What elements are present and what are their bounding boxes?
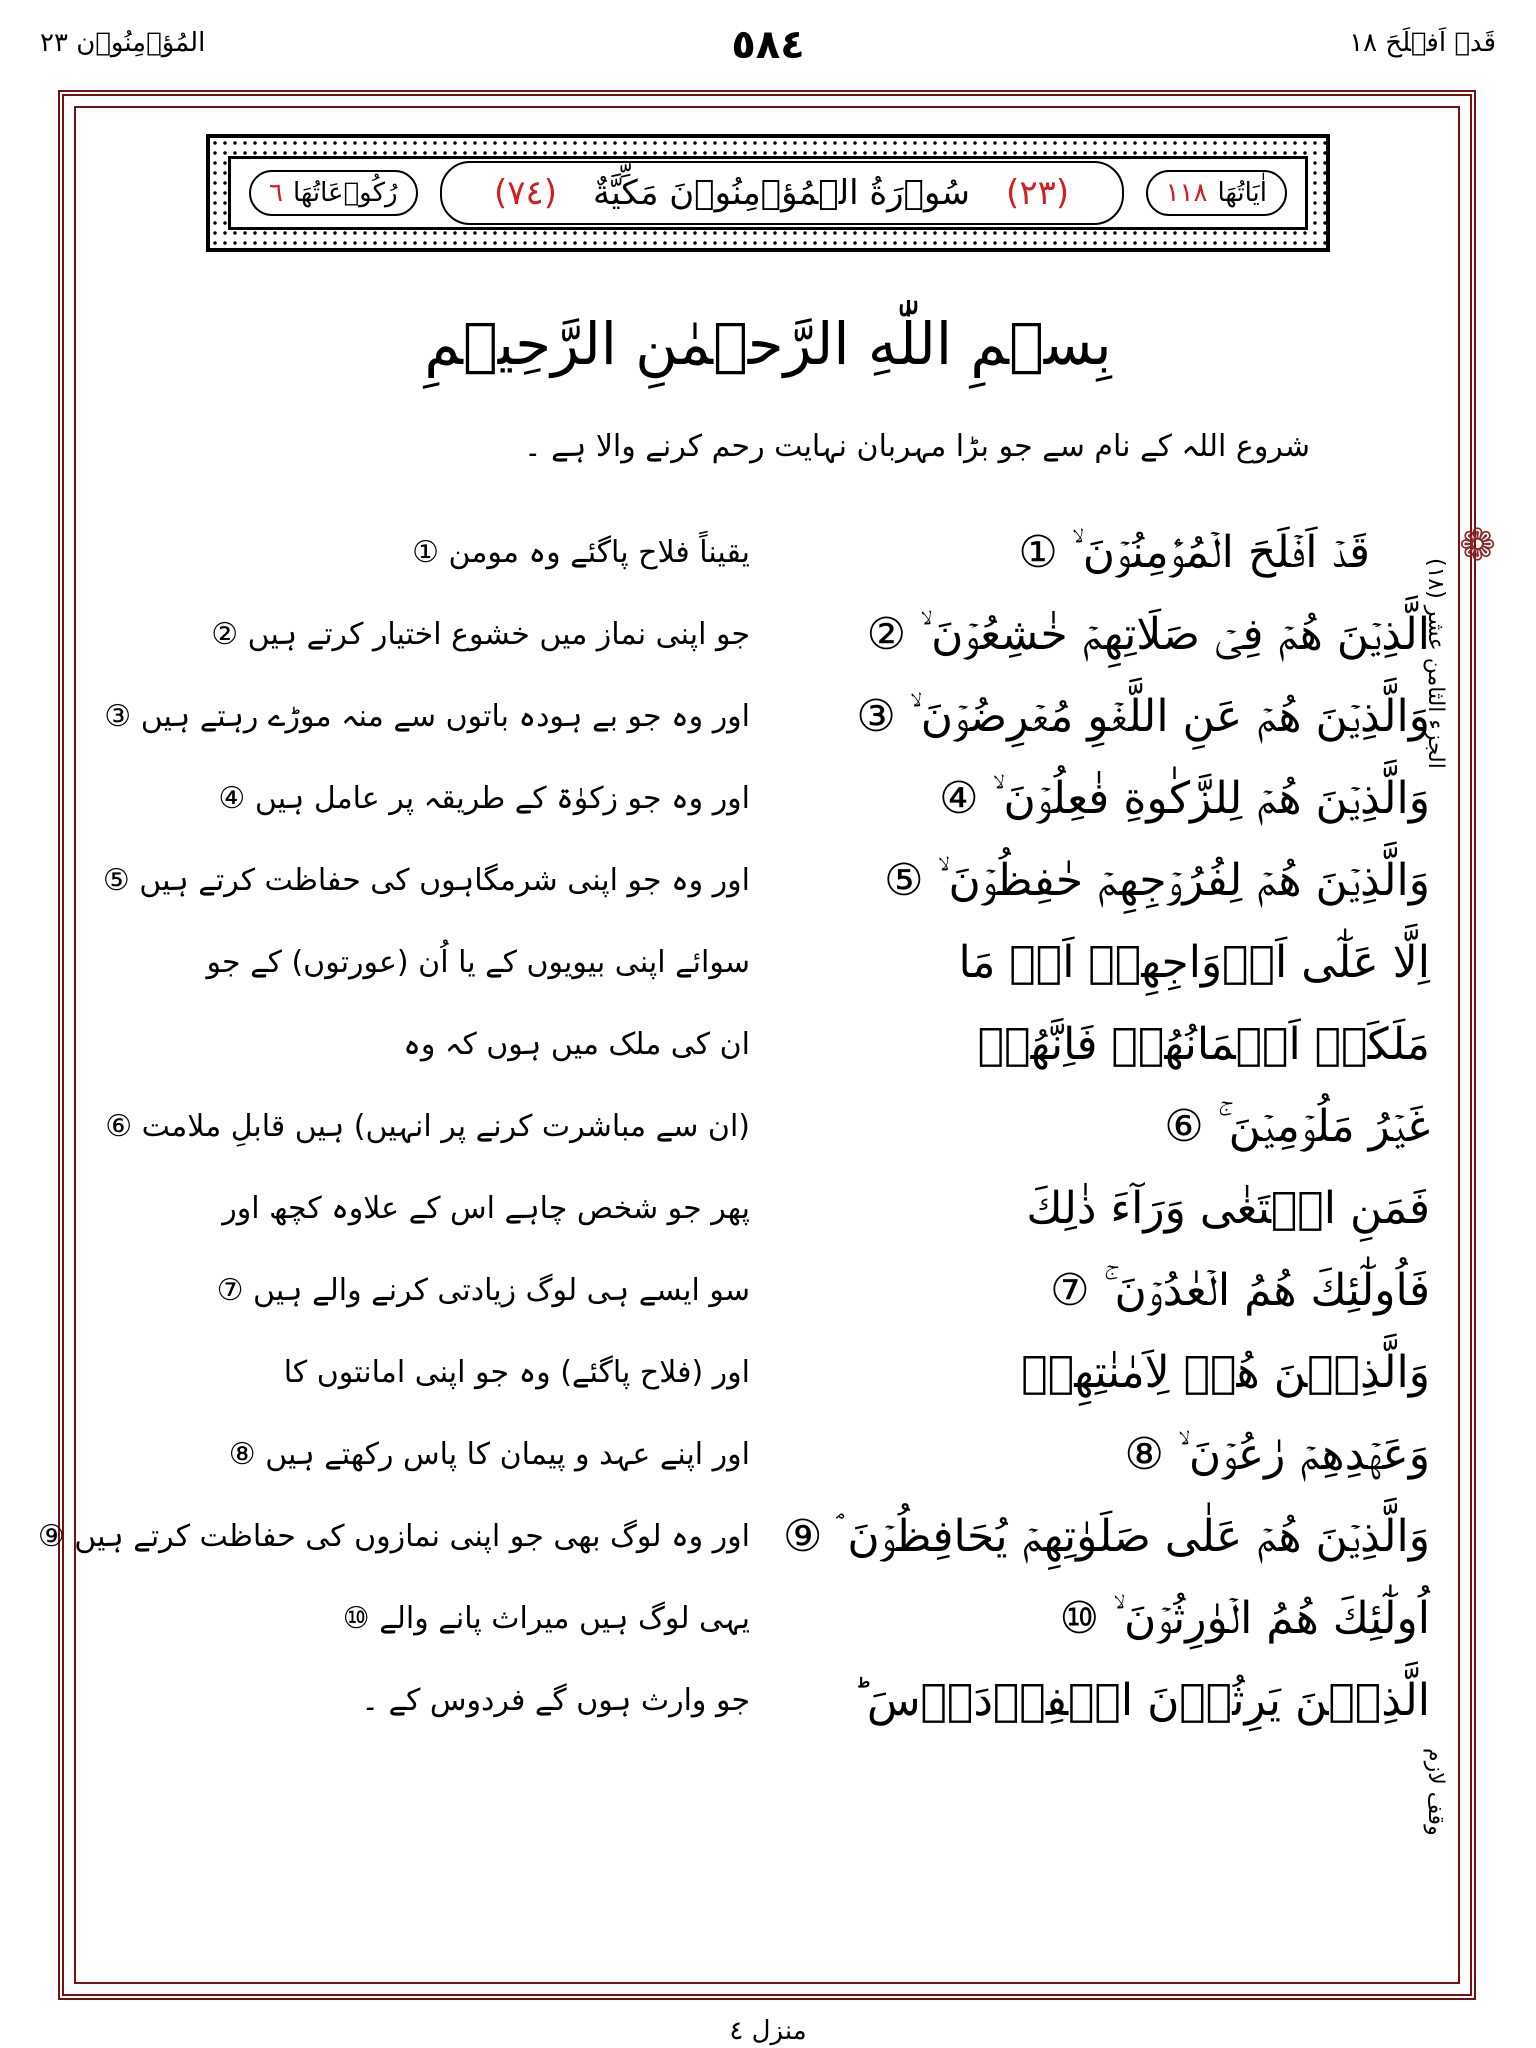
verse-arabic: وَالَّذِيۡنَ هُمۡ عَلٰى صَلَوٰتِهِمۡ يُحَافِظُوۡنَ ۘ ⑨ [783, 1511, 1430, 1562]
margin-note-waqf: وقف لازم [1423, 1748, 1448, 1836]
footer-manzil: منزل ٤ [729, 2016, 807, 2046]
verse-row [100, 758, 1430, 840]
surah-header [206, 134, 1330, 252]
verse-arabic: وَالَّذِيۡنَ هُمۡ لِلزَّكٰوةِ فٰعِلُوۡنَ ۙ ④ [939, 773, 1430, 824]
verse-row [100, 922, 1430, 1004]
ayat-count: ١١٨ [1165, 178, 1208, 208]
verse-arabic: وَالَّذِيۡنَ هُمۡ عَنِ اللَّغۡوِ مُعۡرِضُوۡنَ ۙ ③ [856, 691, 1430, 742]
verse-row [100, 1168, 1430, 1250]
flower-ornament-icon: ❁ [1459, 520, 1496, 571]
verse-urdu-translation: اور وہ جو اپنی شرمگاہوں کی حفاظت کرتے ہیں ⑤ [102, 863, 750, 898]
verse-urdu-translation: اور وہ جو زکوٰۃ کے طریقہ پر عامل ہیں ④ [218, 781, 750, 816]
verse-arabic: اُولٰٓئِكَ هُمُ الۡوٰرِثُوۡنَ ۙ ⑩ [1059, 1593, 1430, 1644]
verse-row [100, 1004, 1430, 1086]
revelation-order: (٧٤) [493, 173, 558, 213]
verse-urdu-translation: (ان سے مباشرت کرنے پر انہیں) ہیں قابلِ ملامت ⑥ [105, 1109, 750, 1144]
verse-row [100, 512, 1430, 594]
verse-urdu-translation: سو ایسے ہی لوگ زیادتی کرنے والے ہیں ⑦ [216, 1273, 750, 1308]
bismillah-translation: شروع اللہ کے نام سے جو بڑا مہربان نہایت رحم کرنے والا ہے ۔ [524, 429, 1310, 464]
verse-arabic: قَدۡ اَفۡلَحَ الۡمُؤۡمِنُوۡنَ ۙ ① [1018, 527, 1370, 578]
verse-row [100, 1332, 1430, 1414]
ruku-label: رُكُوۡعَاتُهَا [292, 178, 398, 208]
verse-row [100, 676, 1430, 758]
verse-row [100, 594, 1430, 676]
verse-urdu-translation: اور وہ لوگ بھی جو اپنی نمازوں کی حفاظت کرتے ہیں ⑨ [37, 1519, 750, 1554]
verse-urdu-translation: سوائے اپنی بیویوں کے یا اُن (عورتوں) کے جو [206, 945, 750, 980]
verse-arabic: وَالَّذِيۡنَ هُمۡ لِفُرُوۡجِهِمۡ حٰفِظُوۡنَ ۙ ⑤ [884, 855, 1430, 906]
header-left-surah: المُؤۡمِنُوۡن ٢٣ [40, 28, 206, 58]
verse-row [100, 1086, 1430, 1168]
verse-urdu-translation: جو وارث ہوں گے فردوس کے ۔ [361, 1683, 750, 1718]
verse-arabic: فَمَنِ ابۡتَغٰى وَرَآءَ ذٰلِكَ [1026, 1183, 1430, 1234]
ruku-count: ٦ [269, 178, 283, 208]
verse-arabic: وَالَّذِيۡنَ هُمۡ لِاَمٰنٰتِهِمۡ [1021, 1347, 1430, 1398]
verse-row [100, 1660, 1430, 1742]
verse-row [100, 1250, 1430, 1332]
ayat-box [1146, 170, 1287, 216]
surah-title-box [440, 161, 1124, 225]
verse-arabic: الَّذِيۡنَ يَرِثُوۡنَ الۡفِرۡدَوۡسَ ؕ [852, 1675, 1430, 1726]
verse-row [100, 1578, 1430, 1660]
verse-urdu-translation: جو اپنی نماز میں خشوع اختیار کرتے ہیں ② [211, 617, 750, 652]
surah-number: (٢٣) [1006, 173, 1070, 213]
ayat-label: اٰيَاتُهَا [1217, 178, 1267, 208]
bismillah: بِسۡمِ اللّٰهِ الرَّحۡمٰنِ الرَّحِيۡمِ [424, 310, 1112, 378]
verse-arabic: وَعَهۡدِهِمۡ رٰعُوۡنَ ۙ ⑧ [1124, 1429, 1430, 1480]
surah-name: سُوۡرَةُ الۡمُؤۡمِنُوۡنَ مَكِّيَّةٌ [593, 173, 971, 213]
verse-arabic: فَاُولٰٓئِكَ هُمُ الۡعٰدُوۡنَ ۚ ⑦ [1050, 1265, 1430, 1316]
ruku-box [249, 170, 418, 216]
verse-arabic: مَلَكَتۡ اَيۡمَانُهُمۡ فَاِنَّهُمۡ [977, 1019, 1430, 1070]
verse-urdu-translation: اور (فلاح پاگئے) وہ جو اپنی امانتوں کا [283, 1355, 750, 1390]
header-right-juz: قَدۡ اَفۡلَحَ ١٨ [1349, 28, 1496, 58]
verse-arabic: الَّذِيۡنَ هُمۡ فِىۡ صَلَاتِهِمۡ خٰشِعُوۡنَ ۙ ② [866, 609, 1430, 660]
margin-note-juz: الجزء الثامن عشر (١٨) [1423, 558, 1448, 769]
verse-urdu-translation: ان کی ملک میں ہوں کہ وہ [403, 1027, 750, 1062]
verse-urdu-translation: اور وہ جو بے ہودہ باتوں سے منہ موڑے رہتے ہیں ③ [104, 699, 750, 734]
surah-header-inner [228, 156, 1308, 230]
verse-arabic: غَيۡرُ مَلُوۡمِيۡنَ ۚ ⑥ [1164, 1101, 1430, 1152]
verse-urdu-translation: اور اپنے عہد و پیمان کا پاس رکھتے ہیں ⑧ [228, 1437, 750, 1472]
verse-urdu-translation: یقیناً فلاح پاگئے وہ مومن ① [412, 535, 750, 570]
verse-row [37, 1496, 1430, 1578]
verse-urdu-translation: یہی لوگ ہیں میراث پانے والے ⑩ [342, 1601, 750, 1636]
page-number: ٥٨٤ [731, 22, 805, 68]
verse-row [100, 840, 1430, 922]
verse-arabic: اِلَّا عَلٰٓى اَزۡوَاجِهِمۡ اَوۡ مَا [958, 937, 1430, 988]
verse-row [100, 1414, 1430, 1496]
verse-urdu-translation: پھر جو شخص چاہے اس کے علاوہ کچھ اور [222, 1191, 750, 1226]
